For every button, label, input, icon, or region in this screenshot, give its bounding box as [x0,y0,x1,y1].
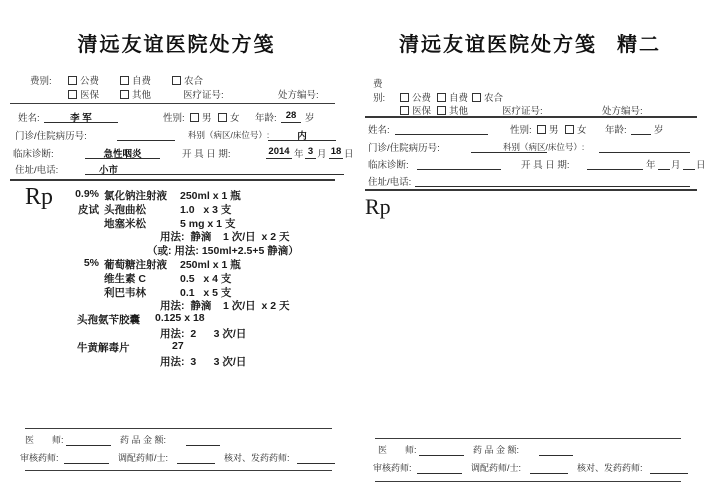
rx-row [0,354,353,368]
fee-option-other [437,103,468,117]
footer-row-pharmacists [353,461,707,476]
rx-dose: 27 [172,339,184,352]
medication-list [0,188,353,367]
rx-drug-name: 牛黄解毒片 [77,341,130,354]
rx-row [0,271,353,285]
dispense-signature-blank [177,451,215,464]
check-pharmacist-label: 核对、发药药师: [224,453,290,463]
divider-line [10,179,335,181]
check-signature-blank [650,461,688,474]
footer-row-doctor [0,433,353,448]
checkbox-male-icon [537,125,546,134]
dispense-pharmacist-label: 调配药师/士: [118,453,169,463]
fee-option-self-pay-label: 自费 [132,76,152,87]
rx-dose: 5 mg x 1 支 [180,217,236,230]
patient-name-value: 李 军 [44,110,118,123]
rx-row [0,298,353,312]
fee-option-insurance-label: 医保 [412,106,432,117]
diagnosis-blank [417,157,501,170]
sex-male-option [537,122,559,136]
checkbox-public-icon [400,93,409,102]
drug-amount-blank [539,443,573,456]
address-value: 小市 [85,162,344,175]
age-unit: 岁 [654,125,664,136]
review-signature-blank [417,461,462,474]
date-day-unit: 日 [344,149,354,160]
prescription-form-right [353,0,707,500]
rx-row [0,188,353,202]
fee-type-label: 费别: [30,76,52,87]
fee-option-self-pay-label: 自费 [449,93,469,104]
date-day-value: 18 [330,146,342,157]
checkbox-insurance-icon [400,106,409,115]
rx-dose: 0.125 x 18 [155,312,205,325]
date-year-blank [587,157,643,170]
issue-date-label: 开 具 日 期: [182,149,231,160]
date-year-value: 2014 [266,146,292,159]
rx-dose: 1.0 x 3 支 [180,203,232,216]
sex-label: 性别: [163,113,185,124]
footer-row-pharmacists [0,451,353,466]
age-unit: 岁 [305,113,315,124]
date-month-unit: 月 [317,149,327,160]
title-suffix: 精二 [617,34,661,56]
address-label: 住址/电话: [368,177,412,188]
rx-drug-name: 头孢曲松 [104,203,146,216]
footer-row-doctor [353,443,707,458]
date-month-blank [658,157,670,170]
rx-row [0,229,353,243]
sex-female-label: 女 [230,113,240,124]
rx-drug-name: 利巴韦林 [104,286,146,299]
date-month-value: 3 [305,146,316,159]
review-pharmacist-label: 审核药师: [20,453,59,463]
age-label: 年龄: [255,113,277,124]
rx-strength: 0.9% [75,188,99,200]
sex-female-option [565,122,587,136]
diagnosis-label: 临床诊断: [13,149,54,160]
sex-male-label: 男 [202,113,212,124]
medical-cert-no-label: 医疗证号: [502,106,543,117]
sex-female-label: 女 [577,125,587,136]
patient-row-record [0,128,353,144]
fee-option-public-label: 公费 [80,76,100,87]
rx-strength: 5% [83,256,99,269]
date-day-unit: 日 [696,160,706,171]
dispense-pharmacist-label: 调配药师/士: [471,463,522,473]
doctor-label: 医 师: [378,445,417,455]
divider-line [10,103,335,104]
check-pharmacist-label: 核对、发药药师: [577,463,643,473]
fee-option-public [68,73,99,87]
rx-drug-name: 氯化钠注射液 [104,190,167,202]
rp-symbol: Rp [25,184,54,210]
doctor-label: 医 师: [25,435,64,445]
dept-label: 科别（病区/床位号）: [503,142,585,152]
patient-name-label: 姓名: [18,113,40,124]
fee-option-other-label: 其他 [449,106,469,117]
rx-row [0,312,353,326]
date-month-unit: 月 [671,160,681,171]
divider-line [25,470,332,471]
fee-type-section [0,71,353,103]
age-value: 28 [281,110,301,123]
rx-dose: 250ml x 1 瓶 [180,190,241,202]
checkbox-insurance-icon [68,90,77,99]
fee-option-insurance [400,103,431,117]
rx-no-label: 处方编号: [602,106,643,117]
rx-row [0,257,353,271]
age-blank [631,122,651,135]
fee-option-other [120,87,151,101]
rx-drug-name: 维生素 C [104,272,146,285]
fee-type-label-line1: 费 [373,79,383,90]
fee-option-self-pay [437,90,468,104]
fee-type-section [353,76,707,116]
record-blank [117,128,175,141]
checkbox-rural-coop-icon [172,76,181,85]
rx-dose: 0.1 x 5 支 [180,286,232,299]
age-label: 年龄: [605,125,627,136]
doctor-signature-blank [419,443,464,456]
outpatient-record-label: 门诊/住院病历号: [368,143,440,154]
divider-line [365,116,697,118]
checkbox-public-icon [68,76,77,85]
fee-option-other-label: 其他 [132,90,152,101]
patient-row-record [353,140,707,156]
patient-name-blank [395,122,488,135]
fee-type-label-line2: 别: [373,93,386,104]
dept-label: 科别（病区/床位号）: [188,130,270,140]
divider-line [25,428,332,429]
rp-symbol: Rp [365,194,391,219]
patient-row-address [353,174,707,190]
patient-name-label: 姓名: [368,125,390,136]
rx-drug-name: 葡萄糖注射液 [104,258,167,271]
outpatient-record-label: 门诊/住院病历号: [15,131,87,142]
dispense-signature-blank [530,461,568,474]
fee-option-public-label: 公费 [412,93,432,104]
rx-row [0,326,353,340]
rx-skin-test: 皮试 [78,203,99,216]
rx-row [0,243,353,257]
issue-date-label: 开 具 日 期: [521,160,570,171]
dept-value: 内 [268,128,336,141]
patient-row-name [0,110,353,126]
checkbox-other-icon [120,90,129,99]
rx-drug-name: 地塞米松 [104,217,146,230]
address-blank [415,174,690,187]
drug-amount-label: 药 品 金 额: [473,445,520,455]
rx-row [0,202,353,216]
rx-row [0,340,353,354]
patient-row-diagnosis [0,146,353,162]
diagnosis-label: 临床诊断: [368,160,409,171]
prescription-form-left [0,0,353,500]
fee-option-self-pay [120,73,151,87]
checkbox-self-pay-icon [120,76,129,85]
diagnosis-value: 急性咽炎 [85,146,160,159]
check-signature-blank [297,451,335,464]
date-year-unit: 年 [294,149,304,160]
checkbox-male-icon [190,113,199,122]
drug-amount-blank [186,433,220,446]
review-signature-blank [64,451,109,464]
fee-option-rural-coop [472,90,503,104]
rx-usage: 用法: 3 3 次/日 [160,355,247,368]
fee-option-rural-coop [172,73,203,87]
fee-option-rural-coop-label: 农合 [484,93,504,104]
rx-usage: 用法: 静滴 1 次/日 x 2 天 [160,231,290,244]
fee-option-insurance-label: 医保 [80,90,100,101]
fee-option-insurance [68,87,99,101]
patient-row-address [0,162,353,178]
date-year-unit: 年 [646,160,656,171]
review-pharmacist-label: 审核药师: [373,463,412,473]
sex-label: 性别: [510,125,532,136]
rx-usage: 用法: 静滴 1 次/日 x 2 天 [160,300,290,313]
divider-line [365,189,697,191]
rx-usage-alt: （或: 用法: 150ml+2.5+5 静滴） [147,245,299,258]
patient-row-diagnosis [353,157,707,173]
checkbox-female-icon [218,113,227,122]
rx-drug-name: 头孢氨苄胶囊 [77,314,140,327]
sex-female-option [218,110,240,124]
fee-option-rural-coop-label: 农合 [184,76,204,87]
checkbox-self-pay-icon [437,93,446,102]
patient-row-name [353,122,707,138]
rx-usage: 用法: 2 3 次/日 [160,327,247,340]
hospital-title [353,28,707,57]
hospital-title-text: 清远友谊医院处方笺 [399,34,597,56]
date-day-blank [683,157,695,170]
rx-row [0,216,353,230]
rx-row [0,285,353,299]
rx-dose: 250ml x 1 瓶 [180,258,241,271]
checkbox-other-icon [437,106,446,115]
divider-line [375,438,681,439]
rx-dose: 0.5 x 4 支 [180,272,232,285]
dept-blank [599,140,690,153]
doctor-signature-blank [66,433,111,446]
divider-line [375,481,681,482]
medical-cert-no-label: 医疗证号: [183,90,224,101]
rx-no-label: 处方编号: [278,90,319,101]
fee-option-public [400,90,431,104]
drug-amount-label: 药 品 金 额: [120,435,167,445]
sex-male-option [190,110,212,124]
sex-male-label: 男 [549,125,559,136]
address-label: 住址/电话: [15,165,59,176]
checkbox-rural-coop-icon [472,93,481,102]
hospital-title: 清远友谊医院处方笺 [77,34,276,56]
checkbox-female-icon [565,125,574,134]
